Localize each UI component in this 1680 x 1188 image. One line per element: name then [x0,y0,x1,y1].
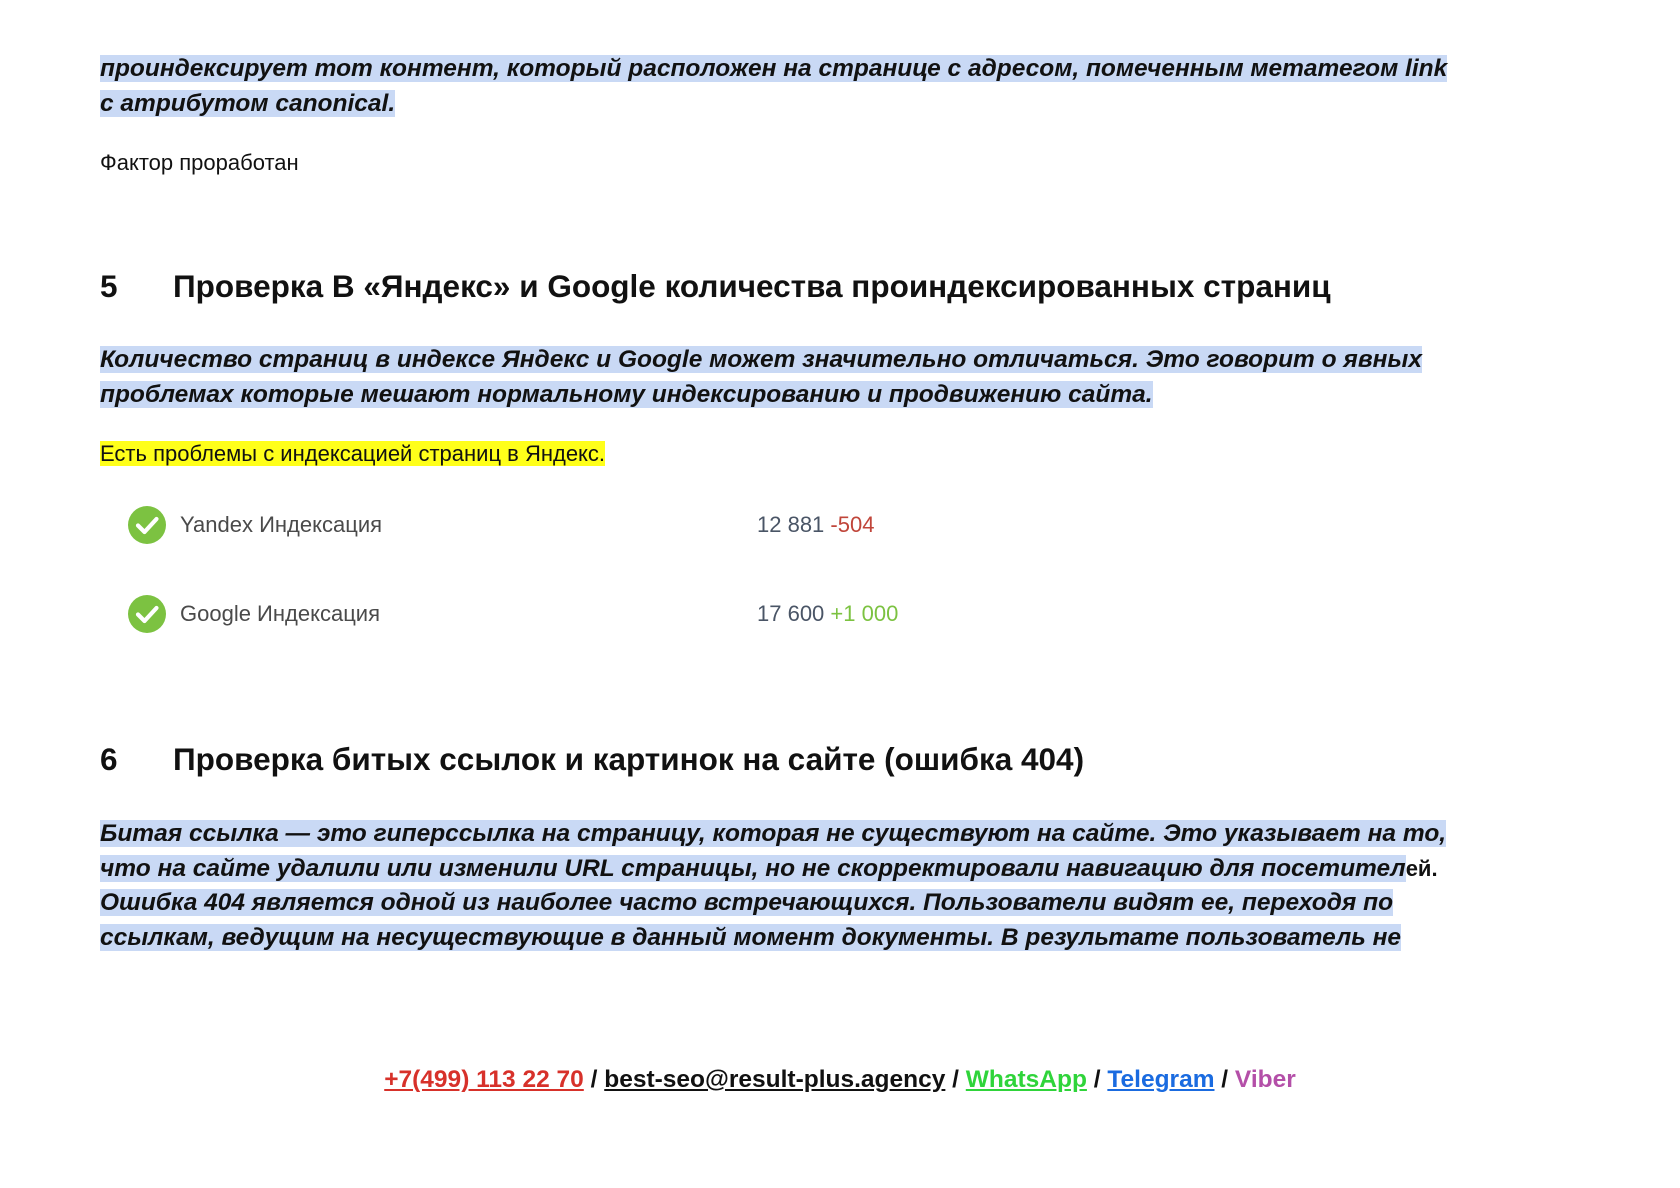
separator: / [1221,1066,1229,1093]
metric-value-google [757,601,898,627]
intro-line-2: с атрибутом canonical. [100,89,396,117]
metric-delta-yandex: -504 [830,512,875,537]
metric-row-google [128,594,1560,634]
email-link[interactable]: best-seo@result-plus.agency [604,1066,946,1093]
section-6-heading [100,741,1560,778]
check-circle-icon [128,595,166,633]
metric-delta-google: +1 000 [830,601,899,626]
section-6-number: 6 [100,741,118,777]
section-5-desc-line-1: Количество страниц в индексе Яндекс и Google может значительно отличаться. Это говорит о явных [100,346,1422,373]
separator: / [590,1066,598,1093]
status-text: Фактор проработан [100,150,299,175]
metric-label-google: Google Индексация [180,601,380,626]
section-6-line-3: Ошибка 404 является одной из наиболее часто встречающихся. Пользователи видят ее, переходя по [100,889,1394,916]
metric-row-yandex [128,505,1560,545]
section-5-title: Проверка В «Яндекс» и Google количества проиндексированных страниц [173,268,1331,304]
section-5-number: 5 [100,268,118,304]
whatsapp-link[interactable]: WhatsApp [965,1066,1087,1093]
footer-contacts [0,1066,1680,1094]
finding-highlight: Есть проблемы с индексацией страниц в Яндекс. [100,441,606,466]
section-5-heading [100,268,1560,305]
check-circle-icon [128,506,166,544]
section-6-paragraph [100,817,1560,955]
section-5-description [100,343,1560,412]
section-6-line-2 [100,855,1438,882]
section-6-line-4: ссылкам, ведущим на несуществующие в данный момент документы. В результате пользователь не [100,923,1402,951]
section-6-title: Проверка битых ссылок и картинок на сайте (ошибка 404) [173,741,1085,777]
section-6-line-1: Битая ссылка — это гиперссылка на страницу, которая не существуют на сайте. Это указывает на то, [100,820,1447,847]
metric-value-yandex [757,512,874,538]
viber-link[interactable]: Viber [1234,1066,1296,1093]
document-page [100,52,1560,955]
section-5-finding [100,439,1560,469]
phone-link[interactable]: +7(499) 113 22 70 [384,1066,584,1093]
intro-line-1: проиндексирует тот контент, который расположен на странице с адресом, помеченным метатегом link [100,55,1448,82]
section-6-line-2-highlighted: что на сайте удалили или изменили URL страницы, но не скорректировали навигацию для посетител [100,854,1406,882]
metric-label-yandex: Yandex Индексация [180,512,383,537]
indexation-metrics [128,505,1560,634]
separator: / [1093,1066,1101,1093]
metric-count-google: 17 600 [757,601,825,626]
section-5-desc-line-2: проблемах которые мешают нормальному индексированию и продвижению сайта. [100,380,1153,408]
metric-count-yandex: 12 881 [757,512,825,537]
separator: / [952,1066,959,1093]
section-6-line-2-end: ей. [1405,855,1438,881]
telegram-link[interactable]: Telegram [1107,1066,1215,1093]
intro-paragraph [100,52,1560,121]
